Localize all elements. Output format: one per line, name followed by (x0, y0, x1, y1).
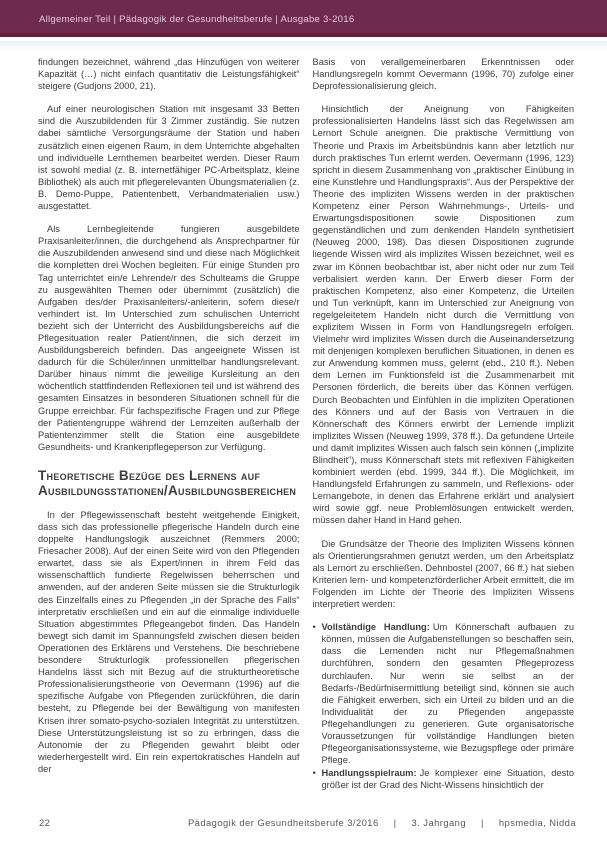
paragraph-continuation: Basis von verallgemeinerbaren Erkenntnissen oder Handlungsregeln kommt Oevermann (1996, 70) zufolge einer Deprofessionalisierung gleich. (312, 57, 574, 92)
page-number: 22 (39, 817, 51, 828)
page-footer (0, 817, 607, 831)
section-heading: Theoretische Bezüge des Lernens auf Ausbildungsstationen/Ausbildungsbereichen (38, 467, 297, 498)
list-item-term: Vollständige Handlung: (321, 622, 430, 633)
paragraph-continuation: findungen bezeichnet, während „das Hinzufügen von weiterer Kapazität (…) nicht einfach quantitativ die Leistungsfähigkeit“ steigere (Gudjons 2000, 21). (38, 57, 300, 92)
footer-journal-line (188, 817, 576, 828)
list-item-text: Je komplexer eine Situation, desto größer ist der Grad des Nicht-Wissens hinsichtlich der (321, 768, 574, 791)
header-title: Allgemeiner Teil | Pädagogik der Gesundheitsberufe | Ausgabe 3-2016 (39, 14, 355, 25)
paragraph: Auf einer neurologischen Station mit insgesamt 33 Betten sind die Auszubildenden für 3 Zimmer zuständig. Sie nutzen dabei sämtliche Versorgungsräume der Station und haben zusätzlich einen eigenen Raum, in dem Unterrichte abgehalten und individuelle Lernthemen bearbeitet werden. Dieser Raum ist sowohl medial (z. B. internetfähiger PC-Arbeitsplatz, kleine Bibliothek) als auch mit pflegerelevanten Übungsmaterialien (z. B. Demo-Puppe, Patientenbett, Verbandmaterialien usw.) ausgestattet. (38, 104, 300, 212)
page-content (38, 56, 574, 798)
right-column (313, 56, 575, 798)
page-header-bar (0, 0, 607, 37)
footer-divider: | (481, 817, 484, 828)
footer-publisher: hpsmedia, Nidda (498, 817, 576, 828)
left-column (38, 56, 300, 798)
list-item-term: Handlungsspielraum: (321, 768, 417, 779)
footer-divider: | (393, 817, 397, 828)
footer-journal-title: Pädagogik der Gesundheitsberufe 3/2016 (187, 817, 379, 828)
list-item-text: Um Könnerschaft aufbauen zu können, müssen die Aufgabenstellungen so beschaffen sein, dass die Lernenden nicht nur Pflegemaßnahmen durchführen, sondern den gesamten Pflegeprozess durchlaufen. Nur wenn sie selbst an der Bedarfs-/Bedürfnisermittlung beteiligt sind, können sie auch die Fähigkeit erwerben, sich ein Urteil zu bilden und an die Individualität der zu Pflegenden angepasste Pflegehandlungen zu generieren. Gute organisatorische Voraussetzungen für vollständige Handlungen bieten Pflegeorganisationssysteme, wie Bezugspflege oder primäre Pflege. (321, 622, 574, 766)
paragraph: Die Grundsätze der Theorie des Impliziten Wissens können als Orientierungsrahmen genutzt werden, um den Arbeitsplatz als Lernort zu erschließen. Dehnbostel (2007, 66 ff.) hat sieben Kriterien lern- und kompetenzförderlicher Arbeit ermittelt, die im Folgenden im Lichte der Theorie des Impliziten Wissens interpretiert werden: (312, 538, 574, 610)
paragraph: Als Lernbegleitende fungieren ausgebildete Praxisanleiter/innen, die durchgehend als Ansprechpartner für die Auszubildenden anwesend sind und diese nach Möglichkeit die kompletten drei Wochen begleiten. Für einige Stunden pro Tag unterrichtet ein/e Lehrende/r des Schulteams die Gruppe zu ausgewählten Themen oder übernimmt (zusätzlich) die Aufgaben des/der Praxisanleiters/-anleiterin, sofern diese/r verhindert ist. Im Unterschied zum schulischen Unterricht bezieht sich der Unterricht des Ausbildungsbereichs auf die Pflegesituation realer Patient/innen, die sich derzeit im Ausbildungsbereich befinden. Das angeeignete Wissen ist dadurch für die Schüler/innen unmittelbar handlungsrelevant. Darüber hinaus nimmt die jeweilige Kursleitung an den wöchentlich stattfindenden Reflexionen teil und ist während des gesamten Einsatzes in besonderen Situationen schnell für die Gruppe erreichbar. Für fachspezifische Fragen und zur Pflege der Patientengruppe während der Lernzeiten außerhalb der Patientenzimmer stellt die Station eine ausgebildete Gesundheits- und Krankenpflegeperson zur Verfügung. (38, 224, 300, 452)
list-item (313, 767, 575, 791)
header-glow-strip (0, 41, 607, 51)
footer-volume: 3. Jahrgang (411, 817, 466, 828)
criteria-list (313, 621, 575, 791)
list-item (313, 621, 575, 766)
paragraph: In der Pflegewissenschaft besteht weitgehende Einigkeit, dass sich das professionelle pflegerische Handeln durch eine doppelte Handlungslogik auszeichnet (Remmers 2000; Friesacher 2008). Auf der einen Seite wird von den Pflegenden erwartet, dass sie als Expert/innen in ihrem Feld das wissenschaftlich fundierte Regelwissen beherrschen und anwenden, auf der anderen Seite müssen sie die Strukturlogik des Einzelfalls eines zu Pflegenden „in der Sprache des Falls“ interpretativ erschließen und ein auf die einmalige individuelle Situation abgestimmtes Pflegeangebot finden. Das Handeln bewegt sich damit im Spannungsfeld zwischen diesen beiden Operationen des Erklärens und Verstehens. Die beschriebene besondere Strukturlogik professionellen pflegerischen Handelns lässt sich mit Bezug auf die strukturtheoretische Professionalisierungstheorie von Oevermann (1996) auf die spezifische Aufgabe von Pflegenden zurückführen, die darin besteht, zu Pflegende bei der Bewältigung von manifesten Krisen ihrer somato-psycho-sozialen Integrität zu unterstützen. Diese Unterstützungsleistung ist so zu erbringen, dass die Autonomie der zu Pflegenden gewahrt bleibt oder wiederhergestellt wird. Ein rein expertokratisches Handeln auf der (38, 509, 300, 774)
paragraph: Hinsichtlich der Aneignung von Fähigkeiten professionalisierten Handelns lässt sich das Regelwissen am Lernort Schule aneignen. Die praktische Vermittlung von Theorie und Praxis im Arbeitsbündnis kann aber letztlich nur durch praktisches Tun erlernt werden. Oevermann (1996, 123) spricht in diesem Zusammenhang von „praktischer Einübung in eine Kunstlehre und Handlungspraxis“. Aus der Perspektive der Theorie des impliziten Wissens werden in der praktischen Kompetenz einer Person Wahrnehmungs-, Urteils- und Erwartungsdispositionen sowie Dispositionen zum gegenständlichen und zum denkenden Handeln synthetisiert (Neuweg 2000, 198). Das diesen Dispositionen zugrunde liegende Wissen wird als implizites Wissen bezeichnet, weil es zwar im Können beobachtbar ist, aber nicht oder nur zum Teil verbalisiert werden kann. Der Erwerb dieser Form der praktischen Kompetenz, also einer Kompetenz, die Urteilen und Tun verknüpft, kann im Unterschied zur Aneignung von regelgeleitetem Handeln nicht durch die Vermittlung von explizitem Wissen in Form von Handlungsregeln erfolgen. Vielmehr wird implizites Wissen durch die Auseinandersetzung mit denjenigen komplexen beruflichen Situationen, in denen es zur Anwendung kommen muss, gelernt (ebd., 210 ff.). Neben dem Lernen im Funktionsfeld ist die Zusammenarbeit mit Personen förderlich, die bereits über das Können verfügen. Durch Beobachten und Einfühlen in die impliziten Operationen des Könners und auf der Basis von Vertrauen in die Könnerschaft des Könners erwirbt der Lernende implizit implizites Wissen (Neuweg 1999, 378 ff.). Da gefundene Urteile und damit implizites Wissen auch falsch sein können („implizite Blindheit“), muss Könnerschaft stets mit reflexiven Fähigkeiten kombiniert werden (ebd. 1999, 344 ff.). Die Möglichkeit, im Handlungsfeld Erfahrungen zu sammeln, und Reflexions- oder Lernangebote, in denen das Erfahrene erklärt und analysiert wird sowie ggf. neue Problemlösungen entwickelt werden, müssen daher Hand in Hand gehen. (312, 104, 574, 526)
